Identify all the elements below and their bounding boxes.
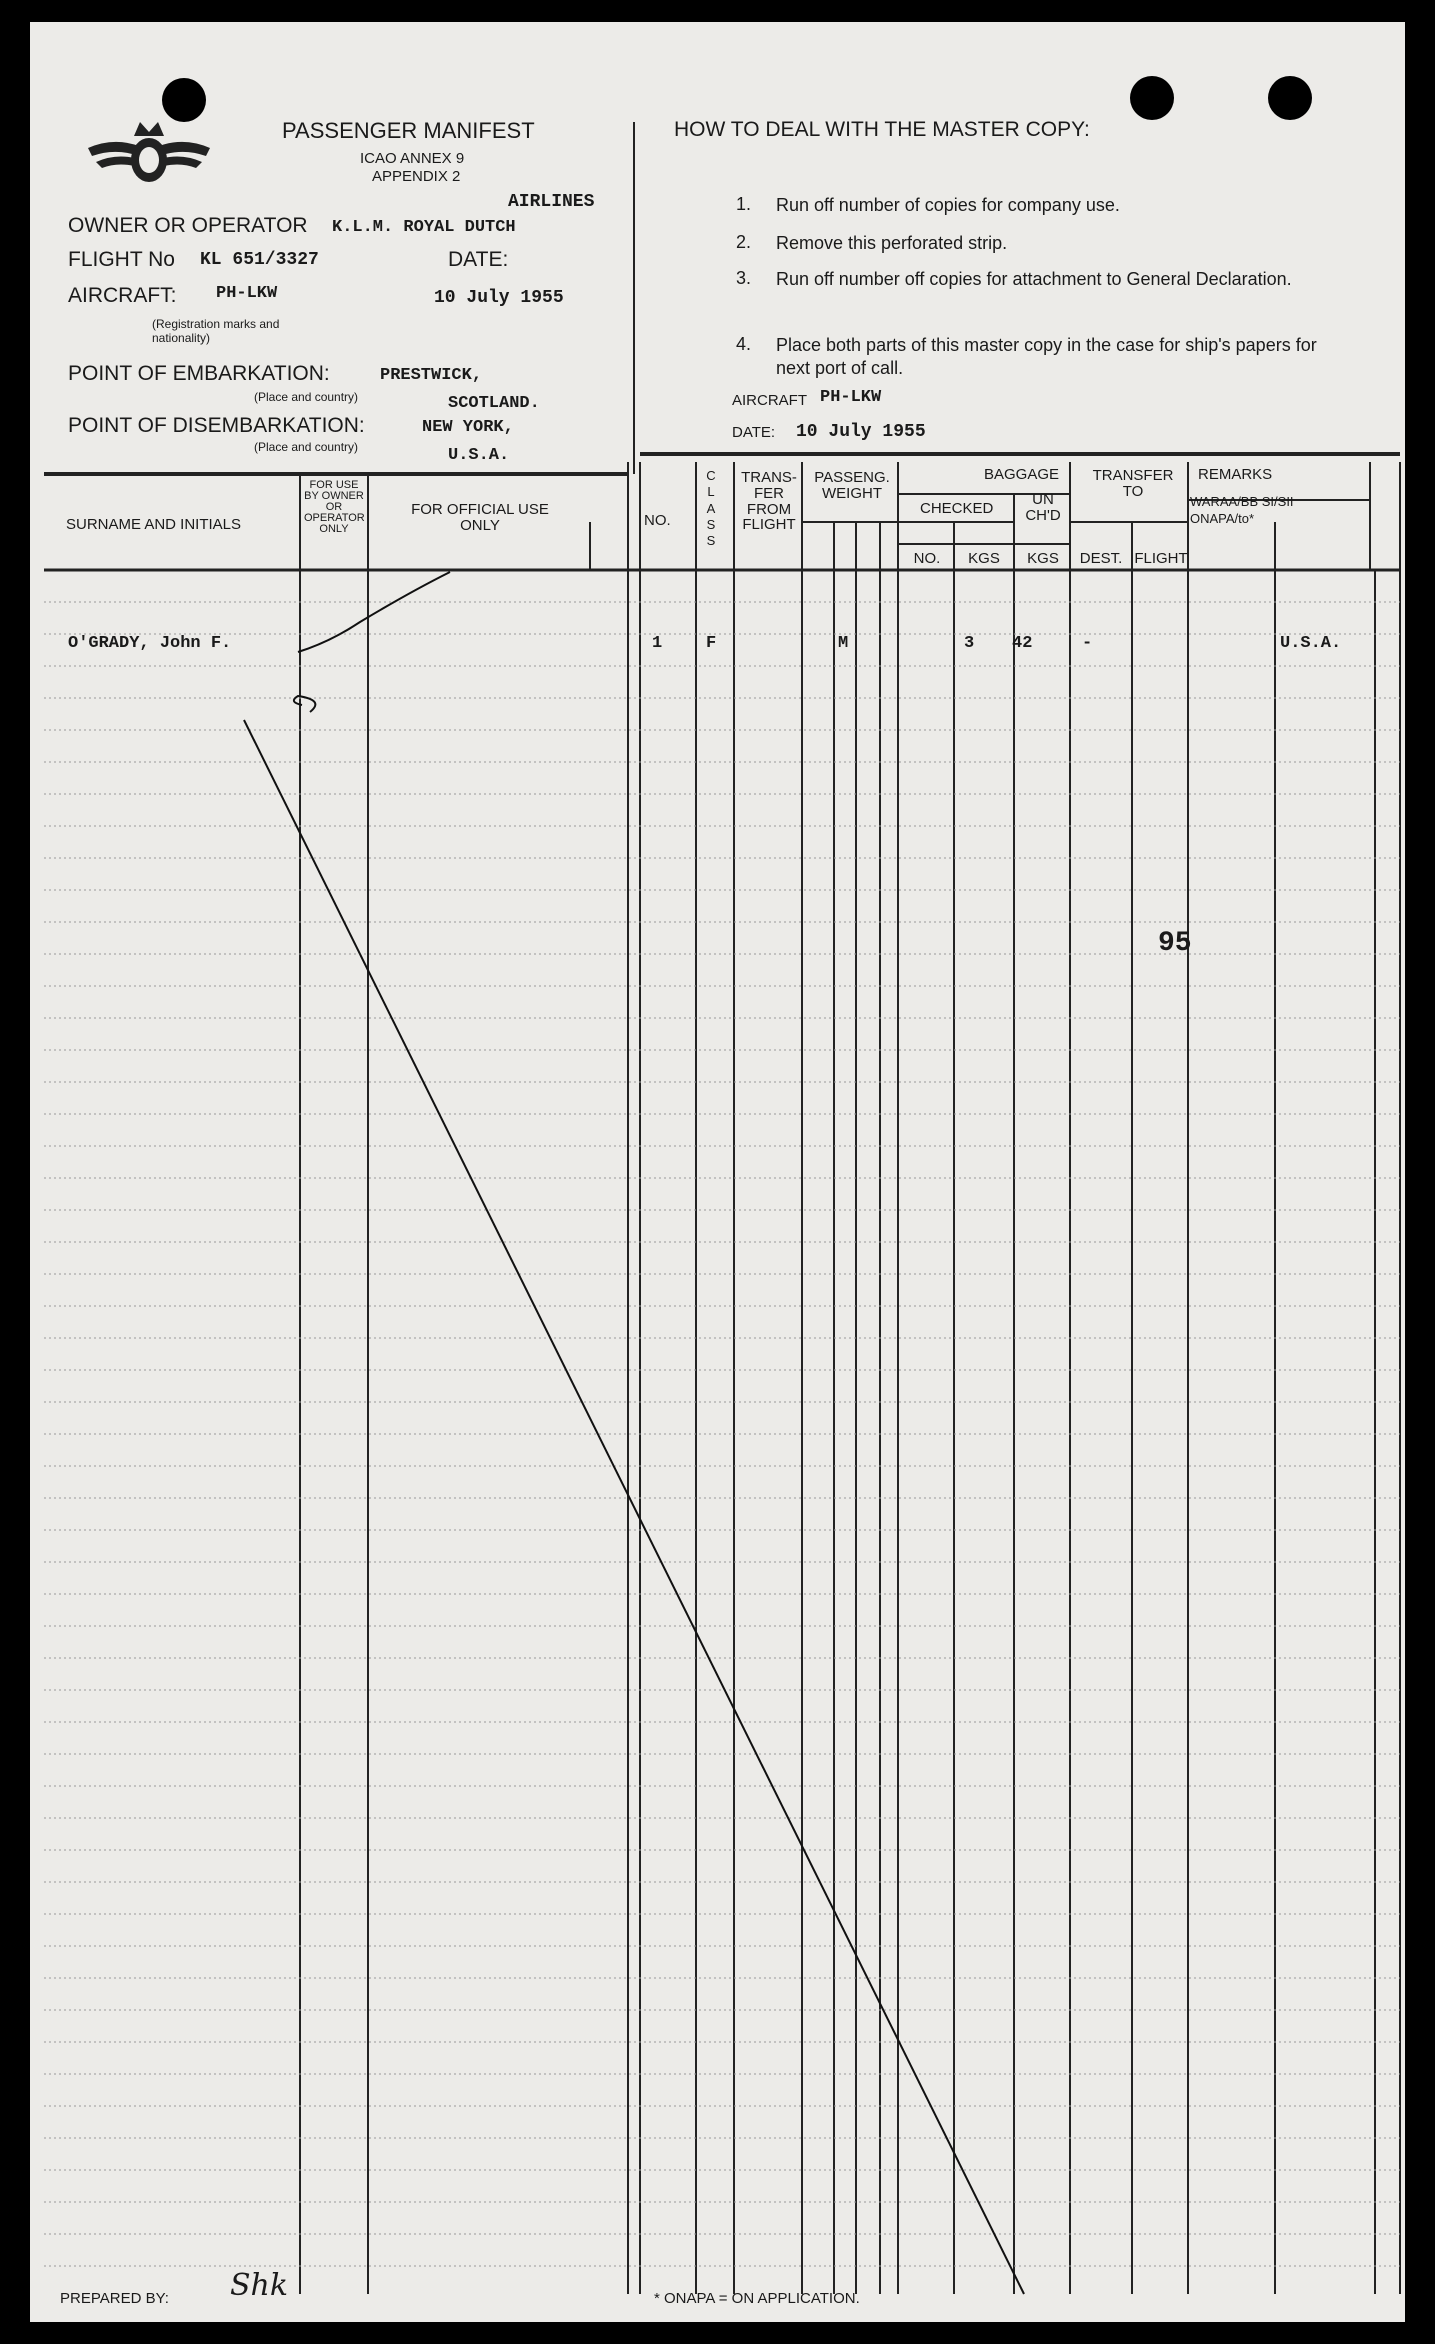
footer-note: * ONAPA = ON APPLICATION. xyxy=(654,2290,860,2307)
owner-label: OWNER OR OPERATOR xyxy=(68,214,308,237)
date-value: 10 July 1955 xyxy=(434,288,564,308)
place-country-note-2: (Place and country) xyxy=(254,440,359,454)
col-unchd: UN CH'D xyxy=(1025,491,1061,524)
disembarkation-value-line2: U.S.A. xyxy=(448,446,510,465)
col-dest: DEST. xyxy=(1079,550,1123,567)
col-checked: CHECKED xyxy=(920,500,994,517)
flight-value: KL 651/3327 xyxy=(200,250,319,270)
col-remarks: REMARKS xyxy=(1198,466,1273,483)
col-unchd-kgs: KGS xyxy=(1027,550,1059,567)
step-text: Place both parts of this master copy in the case for ship's papers for next port of call. xyxy=(776,335,1317,378)
step-number: 4. xyxy=(736,334,752,354)
row-no: 1 xyxy=(652,634,663,653)
step-number: 3. xyxy=(736,268,752,288)
date-label: DATE: xyxy=(448,248,509,271)
step-text: Run off number of copies for company use. xyxy=(776,195,1120,215)
col-passeng-weight: PASSENG. WEIGHT xyxy=(814,469,890,502)
col-owner-use: FOR USE BY OWNER OR OPERATOR ONLY xyxy=(304,479,365,535)
col-flight: FLIGHT xyxy=(1134,550,1188,567)
step-text: Run off number off copies for attachment to General Declaration. xyxy=(776,269,1292,289)
form-title: PASSENGER MANIFEST xyxy=(282,118,535,143)
aircraft-value: PH-LKW xyxy=(216,284,278,303)
step-text: Remove this perforated strip. xyxy=(776,233,1008,253)
row-name: O'GRADY, John F. xyxy=(68,634,232,653)
instructions-title: HOW TO DEAL WITH THE MASTER COPY: xyxy=(674,118,1090,141)
registration-note: (Registration marks and nationality) xyxy=(152,317,280,345)
col-bag-no: NO. xyxy=(913,550,941,567)
flight-label: FLIGHT No xyxy=(68,248,175,271)
col-surname: SURNAME AND INITIALS xyxy=(66,516,242,533)
embarkation-label: POINT OF EMBARKATION: xyxy=(68,362,330,385)
row-unchd: - xyxy=(1082,634,1093,653)
col-remarks-sub: WARAA/BB SI/SII ONAPA/to* xyxy=(1190,494,1294,526)
instr-aircraft-label: AIRCRAFT xyxy=(732,392,807,409)
stamp-number: 95 xyxy=(1158,928,1192,959)
disembarkation-label: POINT OF DISEMBARKATION: xyxy=(68,414,365,437)
owner-value: K.L.M. ROYAL DUTCH xyxy=(332,218,516,237)
step-number: 2. xyxy=(736,232,752,252)
row-class: F xyxy=(706,634,717,653)
row-bag-no: 3 xyxy=(964,634,975,653)
prepared-by-label: PREPARED BY: xyxy=(60,2290,169,2307)
klm-logo xyxy=(88,122,210,182)
signature: Shk xyxy=(230,2268,289,2303)
disembarkation-value: NEW YORK, xyxy=(422,418,514,437)
instr-aircraft-value: PH-LKW xyxy=(820,388,882,407)
col-bag-kgs: KGS xyxy=(968,550,1000,567)
appendix: APPENDIX 2 xyxy=(372,168,461,185)
row-bag-kgs: 42 xyxy=(1012,634,1033,653)
embarkation-value: PRESTWICK, xyxy=(380,366,483,385)
row-remarks: U.S.A. xyxy=(1280,634,1342,653)
owner-value-line2: AIRLINES xyxy=(508,192,595,212)
ruled-lines xyxy=(44,602,1400,2266)
col-transfer-to: TRANSFER TO xyxy=(1092,467,1174,500)
manifest-page xyxy=(30,22,1405,2322)
instr-date-label: DATE: xyxy=(732,424,776,441)
embarkation-value-line2: SCOTLAND. xyxy=(448,394,540,413)
col-baggage: BAGGAGE xyxy=(984,466,1060,483)
step-number: 1. xyxy=(736,194,752,214)
instr-date-value: 10 July 1955 xyxy=(796,422,926,442)
col-no: NO. xyxy=(644,512,671,529)
aircraft-label: AIRCRAFT: xyxy=(68,284,177,307)
col-class: CLASS xyxy=(706,468,716,548)
icao-annex: ICAO ANNEX 9 xyxy=(360,150,465,167)
col-official: FOR OFFICIAL USE ONLY xyxy=(411,501,549,534)
place-country-note: (Place and country) xyxy=(254,390,359,404)
row-weight: M xyxy=(838,634,849,653)
col-transfer-from: TRANS-FER FROM FLIGHT xyxy=(741,469,797,534)
